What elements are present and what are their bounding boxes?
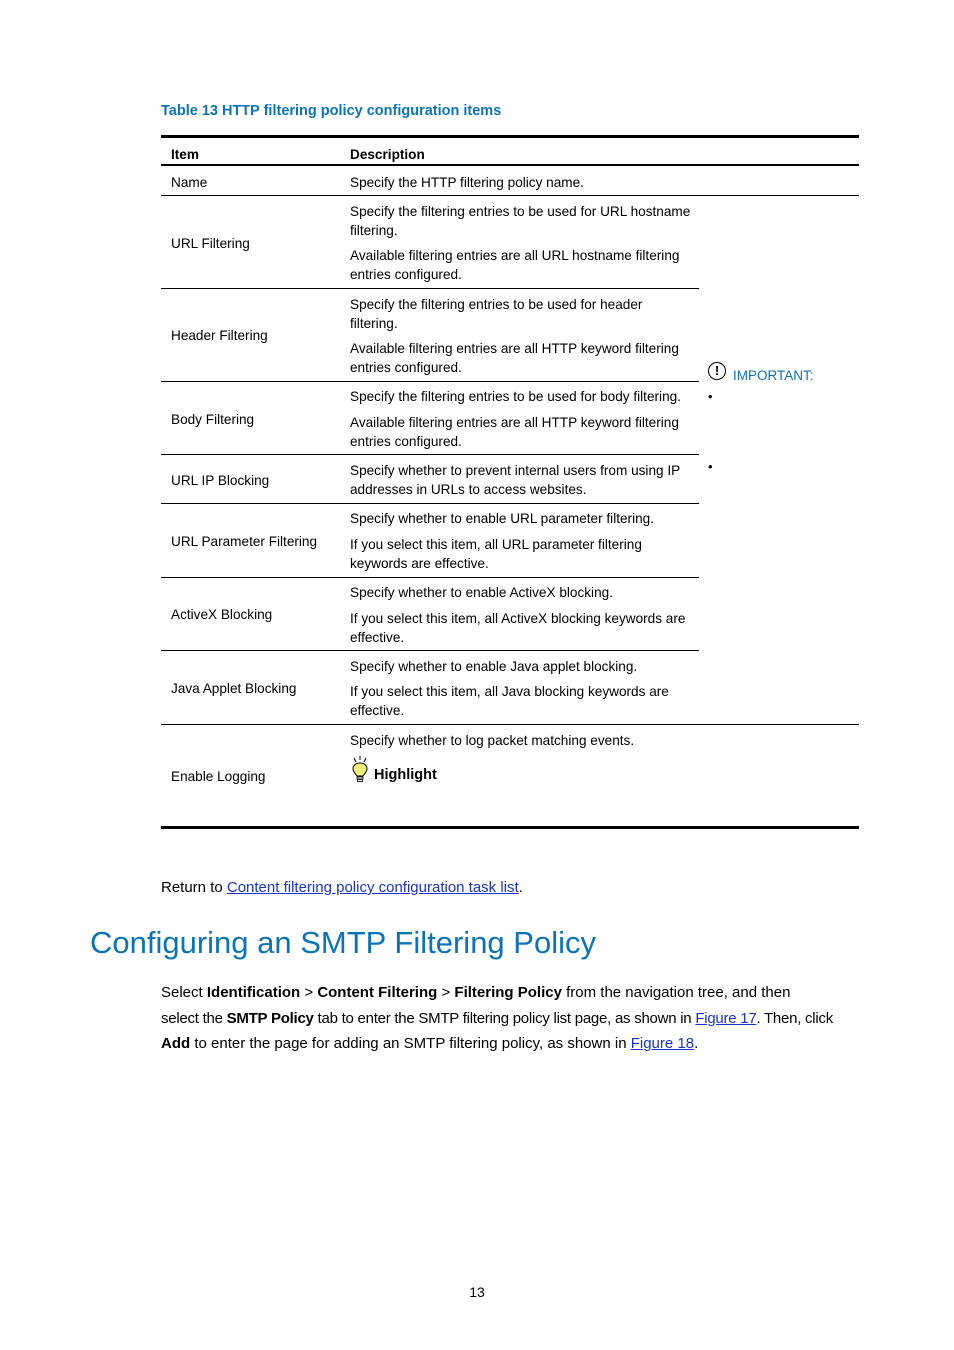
- row-desc-enable-logging: Specify whether to log packet matching events.: [350, 733, 635, 748]
- row-desc-java-3: effective.: [350, 703, 405, 718]
- row-desc-activex-1: Specify whether to enable ActiveX blocking.: [350, 585, 613, 600]
- para-bold-content-filtering: Content Filtering: [317, 984, 438, 1001]
- row-desc-header-filtering-3: Available filtering entries are all HTTP keyword filtering: [350, 341, 679, 356]
- para-text: select the: [161, 1010, 227, 1027]
- row-item-url-parameter-filtering: URL Parameter Filtering: [171, 534, 318, 549]
- figure-18-link[interactable]: Figure 18: [630, 1035, 695, 1052]
- highlight-label: Highlight: [374, 767, 437, 783]
- row-desc-header-filtering-2: filtering.: [350, 316, 398, 331]
- row-desc-header-filtering-4: entries configured.: [350, 360, 462, 375]
- row-item-body-filtering: Body Filtering: [171, 412, 255, 427]
- row-item-header-filtering: Header Filtering: [171, 328, 268, 343]
- para-bold-filtering-policy: Filtering Policy: [454, 984, 562, 1001]
- return-line: [161, 875, 523, 901]
- row-desc-body-filtering-3: entries configured.: [350, 434, 462, 449]
- row-item-enable-logging: Enable Logging: [171, 769, 266, 784]
- row-desc-java-1: Specify whether to enable Java applet blocking.: [350, 659, 638, 674]
- important-bullet-2: •: [708, 459, 713, 474]
- row-desc-body-filtering-1: Specify the filtering entries to be used for body filtering.: [350, 389, 681, 404]
- return-prefix: Return to: [161, 879, 227, 896]
- body-paragraph-line-1: [161, 980, 863, 1006]
- row-desc-activex-3: effective.: [350, 630, 405, 645]
- row-desc-url-filtering-2: filtering.: [350, 223, 398, 238]
- row-divider: [161, 724, 859, 725]
- row-desc-header-filtering-1: Specify the filtering entries to be used for header: [350, 297, 643, 312]
- table-caption: Table 13 HTTP filtering policy configuration items: [161, 103, 502, 119]
- body-paragraph-line-2: [161, 1006, 863, 1032]
- row-desc-body-filtering-2: Available filtering entries are all HTTP keyword filtering: [350, 415, 679, 430]
- para-text: >: [437, 984, 455, 1001]
- row-divider: [161, 454, 699, 455]
- row-divider: [161, 195, 859, 196]
- row-desc-url-filtering-1: Specify the filtering entries to be used for URL hostname: [350, 204, 691, 219]
- figure-17-link[interactable]: Figure 17: [695, 1010, 757, 1027]
- row-divider: [161, 381, 699, 382]
- row-desc-url-ip-blocking-1: Specify whether to prevent internal users from using IP: [350, 463, 681, 478]
- header-item: Item: [171, 147, 199, 162]
- para-bold-add: Add: [161, 1035, 191, 1052]
- para-bold-identification: Identification: [206, 984, 301, 1001]
- task-list-link[interactable]: Content filtering policy configuration task list: [226, 879, 519, 896]
- row-desc-activex-2: If you select this item, all ActiveX blocking keywords are: [350, 611, 686, 626]
- para-text: >: [300, 984, 318, 1001]
- important-label: IMPORTANT:: [733, 368, 814, 383]
- return-suffix: .: [518, 879, 523, 896]
- row-divider: [161, 650, 699, 651]
- row-desc-url-param-2: If you select this item, all URL parameter filtering: [350, 537, 642, 552]
- body-paragraph-line-3: [161, 1031, 863, 1057]
- row-divider: [161, 577, 699, 578]
- important-bullet-1: •: [708, 389, 713, 404]
- para-text: .: [694, 1035, 699, 1052]
- page-number: 13: [469, 1284, 485, 1300]
- para-text: to enter the page for adding an SMTP filtering policy, as shown in: [190, 1035, 631, 1052]
- row-desc-url-param-3: keywords are effective.: [350, 556, 489, 571]
- row-desc-url-param-1: Specify whether to enable URL parameter filtering.: [350, 511, 655, 526]
- section-heading: Configuring an SMTP Filtering Policy: [90, 925, 596, 960]
- row-item-url-ip-blocking: URL IP Blocking: [171, 473, 270, 488]
- row-item-java-applet-blocking: Java Applet Blocking: [171, 681, 297, 696]
- row-desc-url-ip-blocking-2: addresses in URLs to access websites.: [350, 482, 587, 497]
- row-item-activex-blocking: ActiveX Blocking: [171, 607, 273, 622]
- row-divider: [161, 503, 699, 504]
- row-desc-name: Specify the HTTP filtering policy name.: [350, 175, 584, 190]
- header-rule: [161, 164, 859, 166]
- table-bottom-rule: [161, 826, 859, 829]
- lightbulb-icon: [350, 756, 370, 784]
- para-text: . Then, click: [756, 1010, 833, 1027]
- para-bold-smtp-policy: SMTP Policy: [226, 1010, 314, 1027]
- row-desc-url-filtering-4: entries configured.: [350, 267, 462, 282]
- para-text: Select: [161, 984, 207, 1001]
- important-exclamation-icon: !: [708, 362, 726, 380]
- row-item-url-filtering: URL Filtering: [171, 236, 250, 251]
- table-top-rule: [161, 135, 859, 138]
- para-text: tab to enter the SMTP filtering policy list page, as shown in: [313, 1010, 696, 1027]
- row-divider: [161, 288, 699, 289]
- para-text: from the navigation tree, and then: [561, 984, 791, 1001]
- header-description: Description: [350, 147, 425, 162]
- row-desc-url-filtering-3: Available filtering entries are all URL hostname filtering: [350, 248, 680, 263]
- row-item-name: Name: [171, 175, 208, 190]
- row-desc-java-2: If you select this item, all Java blocking keywords are: [350, 684, 669, 699]
